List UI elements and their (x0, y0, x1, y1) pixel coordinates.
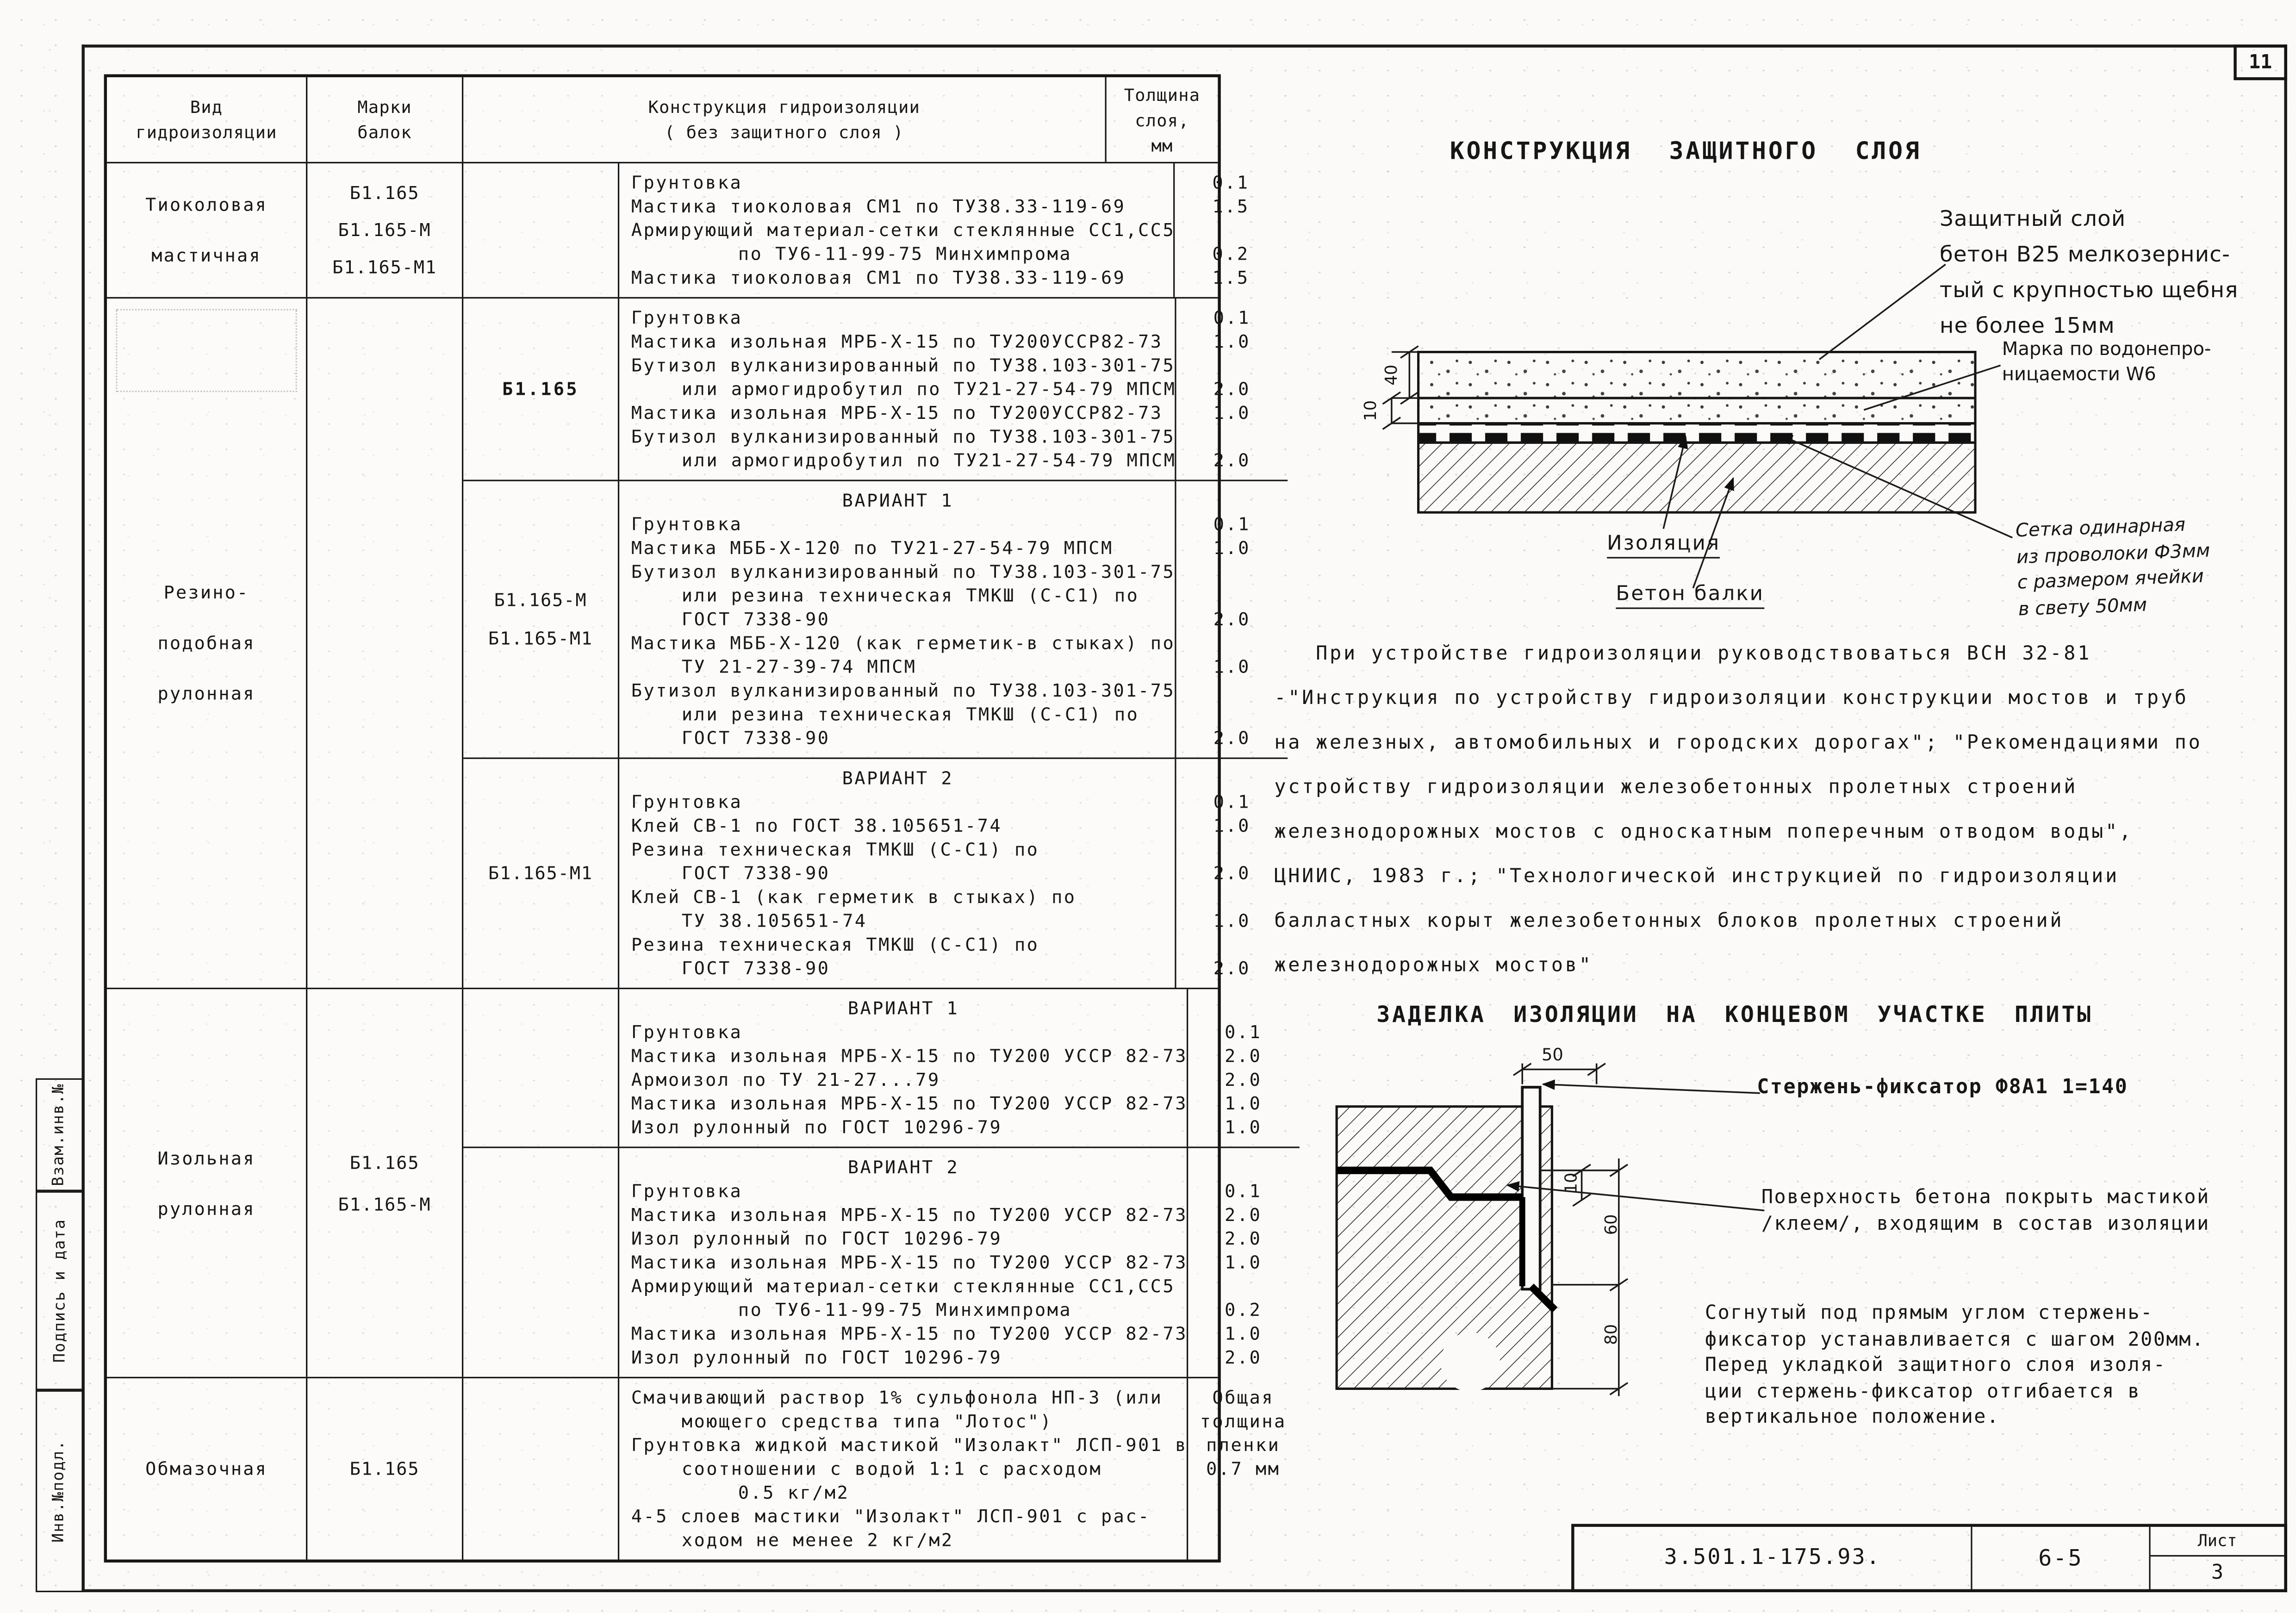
construction-text: Изол рулонный по ГОСТ 10296-79 (631, 1228, 1002, 1249)
thickness-value: 2.0 (1213, 728, 1251, 749)
thickness-value: 2.0 (1225, 1347, 1262, 1368)
table-row (619, 766, 1288, 790)
construction-text: Клей СВ-1 по ГОСТ 38.105651-74 (631, 815, 1002, 836)
thickness-value: 0.1 (1212, 172, 1250, 193)
construction-text: Грунтовка (631, 514, 743, 535)
beam-mark: Б1.165-М1 (332, 256, 437, 277)
thickness-value (1176, 933, 1288, 956)
table-row (619, 266, 1287, 289)
construction-text: Грунтовка (631, 791, 743, 813)
label-beam-concrete: Бетон балки (1616, 582, 1764, 609)
paragraph-line: на железных, автомобильных и городских дорогах"; "Рекомендациями по (1274, 732, 2203, 755)
table-row (619, 171, 1287, 194)
column-divider (1174, 163, 1175, 297)
construction-text: Мастика изольная МРБ-Х-15 по ТУ200УССР82-73 (631, 331, 1163, 352)
construction-text: Мастика тиоколовая СМ1 по ТУ38.33-119-69 (631, 267, 1126, 288)
dimension-10: 10 (1361, 400, 1381, 421)
beam-marks-cell (463, 163, 619, 297)
construction-text: ТУ 38.105651-74 (681, 910, 867, 932)
construction-text: ГОСТ 7338-90 (681, 958, 830, 979)
construction-text: 0.5 кг/м2 (738, 1482, 850, 1503)
annotation-waterproof-grade (2002, 336, 2211, 386)
dimension-40: 40 (1381, 364, 1401, 386)
paragraph-line: железнодорожных мостов с односкатным поперечным отводом воды", (1274, 821, 2133, 844)
thickness-value: 1.0 (1213, 537, 1251, 559)
thickness-value: 1.0 (1225, 1093, 1262, 1114)
header-type: Вид гидроизоляции (107, 77, 307, 162)
table-row (619, 655, 1288, 679)
thickness-value: толщина (1200, 1411, 1287, 1432)
thickness-value: 1.0 (1213, 402, 1251, 423)
construction-text: Мастика МББ-Х-120 (как герметик-в стыках) по (631, 633, 1176, 654)
waterproofing-type-cell (107, 989, 307, 1377)
dimension-50: 50 (1541, 1044, 1563, 1065)
thickness-value: 2.0 (1213, 609, 1251, 630)
beam-marks-cell (463, 481, 619, 758)
table-row (619, 1505, 1299, 1528)
construction-text: или армогидробутил по ТУ21-27-54-79 МПСМ (681, 450, 1176, 471)
thickness-value (1188, 1156, 1299, 1179)
thickness-value: 2.0 (1225, 1228, 1262, 1249)
frame-right (2284, 44, 2287, 1592)
construction-text: ГОСТ 7338-90 (681, 609, 830, 630)
construction-text: Мастика изольная МРБ-Х-15 по ТУ200 УССР 82-73 (631, 1323, 1188, 1345)
construction-lines (619, 759, 1288, 988)
table-row (619, 1528, 1299, 1552)
annotation-line: Защитный слой (1939, 208, 2126, 232)
section-title-protective-layer: КОНСТРУКЦИЯ ЗАЩИТНОГО СЛОЯ (1450, 137, 1922, 165)
construction-text: Бутизол вулканизированный по ТУ38.103-301-75 (631, 561, 1176, 582)
table-row (619, 1457, 1299, 1481)
beam-mark: Б1.165-М (494, 589, 587, 610)
section-blocks (463, 163, 1287, 297)
note-line: Согнутый под прямым углом стержень- (1705, 1302, 2153, 1325)
thickness-value: 1.0 (1213, 331, 1251, 352)
table-row (619, 425, 1288, 448)
table-row (619, 242, 1287, 266)
paragraph-line: ЦНИИС, 1983 г.; "Технологической инструкцией по гидроизоляции (1274, 866, 2120, 888)
thickness-value: 0.1 (1225, 1181, 1262, 1202)
thickness-value: 2.0 (1213, 379, 1251, 400)
construction-text: Мастика изольная МРБ-Х-15 по ТУ200 УССР 82-73 (631, 1252, 1188, 1273)
construction-text: соотношении с водой 1:1 с расходом (681, 1458, 1102, 1480)
table-row (619, 560, 1288, 584)
table-section-row (107, 163, 1250, 299)
annotation-line: бетон В25 мелкозернис- (1939, 243, 2231, 268)
construction-lines (619, 163, 1287, 297)
construction-text: по ТУ6-11-99-75 Минхимпрома (738, 243, 1072, 265)
type-line: рулонная (157, 1198, 255, 1219)
thickness-value: 2.0 (1225, 1204, 1262, 1226)
table-row (619, 1251, 1299, 1274)
table-row (619, 1345, 1299, 1369)
paragraph-line: устройству гидроизоляции железобетонных пролетных строений (1274, 777, 2078, 799)
stamp-label: Инв.№подл. (50, 1439, 68, 1543)
construction-text: Мастика изольная МРБ-Х-15 по ТУ200 УССР 82-73 (631, 1046, 1188, 1067)
note-line: Сетка одинарная (2015, 513, 2186, 541)
thickness-value (1188, 1505, 1299, 1528)
variant-block (463, 1378, 1299, 1559)
guideline-paragraph (1274, 633, 2202, 989)
construction-text: Мастика тиоколовая СМ1 по ТУ38.33-119-69 (631, 196, 1126, 217)
dimension-60: 60 (1601, 1214, 1621, 1235)
construction-text: ВАРИАНТ 2 (847, 1157, 959, 1178)
beam-mark: Б1.165 (349, 1152, 420, 1173)
annotation-line: не более 15мм (1939, 315, 2115, 339)
thickness-value: 1.0 (1225, 1252, 1262, 1273)
construction-text: Армирующий материал-сетки стеклянные СС1,СС5 (631, 1276, 1176, 1297)
construction-text: моющего средства типа "Лотос") (681, 1411, 1053, 1432)
thickness-value: 0.1 (1213, 307, 1251, 329)
construction-text: Резина техническая ТМКШ (С-С1) по (631, 934, 1039, 955)
note-line: вертикальное положение. (1705, 1406, 2000, 1429)
annotation-line: Поверхность бетона покрыть мастикой (1761, 1186, 2210, 1209)
sheet-label: Лист (2151, 1527, 2284, 1557)
header-construction: Конструкция гидроизоляции ( без защитного слоя ) (463, 77, 1106, 162)
construction-text: Армоизол по ТУ 21-27...79 (631, 1069, 940, 1090)
table-row (619, 354, 1288, 377)
table-row (619, 377, 1288, 401)
table-row (619, 679, 1288, 703)
beam-marks-cell (307, 1378, 463, 1559)
table-row (619, 194, 1287, 218)
annotation-line: Марка по водонепро- (2002, 337, 2211, 360)
dimension-80: 80 (1601, 1324, 1621, 1345)
beam-marks-cell (307, 299, 463, 988)
beam-marks-cell (463, 1148, 619, 1377)
waterproofing-type-cell (107, 299, 307, 988)
table-header-row (107, 77, 1218, 163)
column-divider (1186, 989, 1188, 1146)
note-bent-rod (1705, 1301, 2205, 1431)
beam-mark: Б1.165 (502, 379, 579, 400)
thickness-value (1176, 425, 1288, 448)
table-row (619, 996, 1299, 1020)
thickness-value: 1.5 (1212, 267, 1250, 288)
construction-text: Изол рулонный по ГОСТ 10296-79 (631, 1117, 1002, 1138)
table-row (619, 1481, 1299, 1504)
thickness-value: 1.5 (1212, 196, 1250, 217)
table-row (619, 607, 1288, 631)
thickness-value (1176, 354, 1288, 377)
thickness-value: 1.0 (1225, 1117, 1262, 1138)
column-divider (1186, 1378, 1188, 1559)
waterproofing-type-cell (107, 1378, 307, 1559)
annotation-surface-coating (1761, 1185, 2210, 1239)
thickness-value: 0.1 (1213, 514, 1251, 535)
thickness-value: 1.0 (1213, 656, 1251, 678)
table-row (619, 1179, 1299, 1203)
document-code: 6-5 (1972, 1527, 2151, 1589)
thickness-value (1176, 766, 1288, 790)
paragraph-line: При устройстве гидроизоляции руководствоваться ВСН 32-81 (1274, 643, 2092, 666)
stamp-box-inv (36, 1390, 83, 1592)
construction-text: или резина техническая ТМКШ (С-С1) по (681, 585, 1139, 606)
note-line: в свету 50мм (2018, 592, 2147, 619)
thickness-value: 0.1 (1225, 1021, 1262, 1043)
annotation-fixator-rod: Стержень-фиксатор Ф8А1 1=140 (1757, 1075, 2128, 1099)
construction-text: ВАРИАНТ 2 (842, 768, 954, 789)
thickness-value: 2.0 (1213, 863, 1251, 884)
note-line: фиксатор устанавливается с шагом 200мм. (1705, 1328, 2205, 1351)
table-row (619, 790, 1288, 814)
section-blocks (463, 299, 1288, 988)
dimension-10-rod: 10 (1562, 1172, 1581, 1194)
paragraph-line: балластных корыт железобетонных блоков пролетных строений (1274, 910, 2064, 933)
construction-text: ВАРИАНТ 1 (842, 490, 954, 511)
waterproofing-table (104, 74, 1287, 1562)
table-row (619, 1227, 1299, 1251)
beam-mark: Б1.165 (349, 1458, 420, 1480)
table-row (619, 306, 1288, 330)
annotation-line: тый с крупностью щебня (1939, 279, 2239, 303)
table-row (619, 1092, 1299, 1115)
note-line: из проволоки Ф3мм (2016, 538, 2210, 567)
document-number: 3.501.1-175.93. (1574, 1527, 1972, 1589)
beam-mark: Б1.165-М1 (488, 628, 593, 649)
sheet-cell (2151, 1527, 2284, 1589)
stamp-label: Подпись и дата (50, 1219, 68, 1363)
beam-marks-cell (463, 759, 619, 988)
construction-text: Бутизол вулканизированный по ТУ38.103-301-75 (631, 426, 1176, 447)
table-row (619, 1044, 1299, 1068)
type-line: подобная (157, 633, 255, 654)
construction-text: ВАРИАНТ 1 (847, 998, 959, 1019)
construction-text: Мастика изольная МРБ-Х-15 по ТУ200 УССР 82-73 (631, 1204, 1188, 1226)
annotation-protective-layer (1940, 202, 2239, 344)
construction-text: Мастика изольная МРБ-Х-15 по ТУ200УССР82-73 (631, 402, 1163, 423)
type-line: Тиоколовая (145, 194, 268, 216)
thickness-value: пленки (1206, 1434, 1281, 1456)
beam-marks-cell (463, 989, 619, 1146)
thickness-value (1176, 679, 1288, 703)
variant-block (463, 1148, 1299, 1377)
note-line: с размером ячейки (2017, 564, 2204, 593)
table-row (619, 584, 1288, 607)
thickness-value: 0.7 мм (1206, 1458, 1281, 1480)
stamp-label: Взам.инв.№ (50, 1083, 68, 1186)
thickness-value (1176, 489, 1288, 512)
construction-text: или армогидробутил по ТУ21-27-54-79 МПСМ (681, 379, 1176, 400)
header-marks: Марки балок (307, 77, 463, 162)
table-row (619, 1156, 1299, 1179)
table-row (619, 838, 1288, 861)
stamp-box-vzam (36, 1078, 83, 1191)
thickness-value: 2.0 (1225, 1046, 1262, 1067)
type-line: Обмазочная (145, 1458, 268, 1480)
table-row (619, 957, 1288, 980)
table-section-row (107, 299, 1251, 989)
title-block (1571, 1524, 2287, 1592)
construction-text: Грунтовка (631, 307, 743, 329)
construction-text: Грунтовка (631, 172, 743, 193)
construction-text: ходом не менее 2 кг/м2 (681, 1530, 954, 1551)
table-row (619, 1021, 1299, 1044)
construction-text: Бутизол вулканизированный по ТУ38.103-301-75 (631, 355, 1176, 376)
thickness-value: 2.0 (1225, 1069, 1262, 1090)
thickness-value: 2.0 (1213, 958, 1251, 979)
thickness-value (1188, 996, 1299, 1020)
table-row (619, 401, 1288, 424)
beam-marks-cell (463, 299, 619, 480)
type-line: рулонная (157, 683, 255, 704)
construction-lines (619, 1148, 1299, 1377)
section-blocks (463, 989, 1299, 1377)
thickness-value (1176, 560, 1288, 584)
construction-text: ГОСТ 7338-90 (681, 728, 830, 749)
table-row (619, 1433, 1299, 1457)
table-row (619, 885, 1288, 909)
section-blocks (463, 1378, 1299, 1559)
construction-text: Грунтовка (631, 1181, 743, 1202)
thickness-value (1176, 838, 1288, 861)
construction-text: или резина техническая ТМКШ (С-С1) по (681, 704, 1139, 725)
table-row (619, 703, 1288, 726)
scan-artifact (116, 309, 297, 392)
table-row (619, 1115, 1299, 1139)
table-row (619, 814, 1288, 838)
frame-top (81, 44, 2287, 47)
thickness-value (1188, 1528, 1299, 1552)
beam-mark: Б1.165 (349, 183, 420, 204)
construction-text: Мастика МББ-Х-120 по ТУ21-27-54-79 МПСМ (631, 537, 1114, 559)
thickness-value: 2.0 (1213, 450, 1251, 471)
thickness-value (1175, 218, 1287, 242)
thickness-value: 1.0 (1213, 815, 1251, 836)
thickness-value (1176, 703, 1288, 726)
sheet-number: 3 (2211, 1561, 2224, 1585)
table-section-row (107, 1378, 1287, 1559)
stamp-box-podpis (36, 1191, 83, 1390)
annotation-line: /клеем/, входящим в состав изоляции (1761, 1213, 2210, 1236)
handwritten-note-mesh (2015, 511, 2212, 621)
thickness-value (1176, 885, 1288, 909)
construction-text: ГОСТ 7338-90 (681, 863, 830, 884)
annotation-line: ницаемости W6 (2002, 362, 2156, 385)
thickness-value: 1.0 (1213, 910, 1251, 932)
waterproofing-type-cell (107, 163, 307, 297)
construction-text: Бутизол вулканизированный по ТУ38.103-301-75 (631, 680, 1176, 701)
beam-mark: Б1.165-М (338, 219, 431, 241)
variant-block (463, 759, 1288, 988)
thickness-value: 0.2 (1212, 243, 1250, 265)
construction-text: Мастика изольная МРБ-Х-15 по ТУ200 УССР 82-73 (631, 1093, 1188, 1114)
label-insulation: Изоляция (1607, 532, 1720, 559)
thickness-value: Общая (1212, 1387, 1275, 1408)
type-line: Изольная (157, 1147, 255, 1168)
table-row (619, 512, 1288, 536)
variant-block (463, 299, 1288, 481)
table-row (619, 1322, 1299, 1345)
page-number: 11 (2234, 44, 2287, 80)
table-row (619, 726, 1288, 750)
table-row (619, 448, 1288, 472)
table-row (619, 330, 1288, 353)
table-row (619, 489, 1288, 512)
variant-block (463, 481, 1288, 759)
beam-marks-cell (307, 989, 463, 1377)
table-row (619, 861, 1288, 885)
thickness-value: 1.0 (1225, 1323, 1262, 1345)
table-row (619, 1203, 1299, 1227)
thickness-value: 0.2 (1225, 1299, 1262, 1320)
thickness-value (1188, 1481, 1299, 1504)
beam-marks-cell (463, 1378, 619, 1559)
thickness-value: 0.1 (1213, 791, 1251, 813)
construction-text: Смачивающий раствор 1% сульфонола НП-3 (или (631, 1387, 1163, 1408)
paragraph-line: железнодорожных мостов" (1274, 955, 1593, 978)
table-row (619, 1274, 1299, 1298)
type-line: Резино- (163, 582, 249, 603)
type-line: мастичная (151, 245, 261, 266)
construction-text: Грунтовка жидкой мастикой "Изолакт" ЛСП-901 в (631, 1434, 1188, 1456)
header-thickness: Толщина слоя, мм (1124, 84, 1201, 156)
beam-marks-cell (307, 163, 463, 297)
construction-lines (619, 299, 1288, 480)
table-row (619, 536, 1288, 560)
construction-lines (619, 1378, 1299, 1559)
table-row (619, 909, 1288, 933)
variant-block (463, 163, 1287, 297)
thickness-value (1176, 631, 1288, 655)
column-divider (1186, 1148, 1188, 1377)
table-section-row (107, 989, 1262, 1378)
beam-mark: Б1.165-М (338, 1193, 431, 1214)
table-row (619, 1298, 1299, 1322)
construction-lines (619, 481, 1288, 758)
note-line: Перед укладкой защитного слоя изоля- (1705, 1354, 2166, 1377)
variant-block (463, 989, 1299, 1148)
construction-text: по ТУ6-11-99-75 Минхимпрома (738, 1299, 1072, 1320)
table-row (619, 1409, 1299, 1433)
table-row (619, 933, 1288, 956)
paragraph-line: -"Инструкция по устройству гидроизоляции конструкции мостов и труб (1274, 687, 2189, 710)
thickness-value (1176, 584, 1288, 607)
section-title-edge-sealing: ЗАДЕЛКА ИЗОЛЯЦИИ НА КОНЦЕВОМ УЧАСТКЕ ПЛИТЫ (1376, 1001, 2093, 1028)
table-row (619, 631, 1288, 655)
beam-mark: Б1.165-М1 (488, 863, 593, 884)
thickness-value (1188, 1274, 1299, 1298)
construction-lines (619, 989, 1299, 1146)
table-row (619, 1386, 1299, 1409)
construction-text: 4-5 слоев мастики "Изолакт" ЛСП-901 с рас- (631, 1506, 1151, 1527)
note-line: ции стержень-фиксатор отгибается в (1705, 1380, 2141, 1403)
construction-text: Армирующий материал-сетки стеклянные СС1,СС5 (631, 219, 1176, 241)
construction-text: Клей СВ-1 (как герметик в стыках) по (631, 886, 1076, 908)
table-row (619, 1068, 1299, 1091)
construction-text: ТУ 21-27-39-74 МПСМ (681, 656, 917, 678)
construction-text: Грунтовка (631, 1021, 743, 1043)
construction-text: Резина техническая ТМКШ (С-С1) по (631, 839, 1039, 860)
column-divider (1175, 759, 1176, 988)
column-divider (1175, 299, 1176, 480)
construction-text: Изол рулонный по ГОСТ 10296-79 (631, 1347, 1002, 1368)
table-row (619, 218, 1287, 242)
column-divider (1175, 481, 1176, 758)
